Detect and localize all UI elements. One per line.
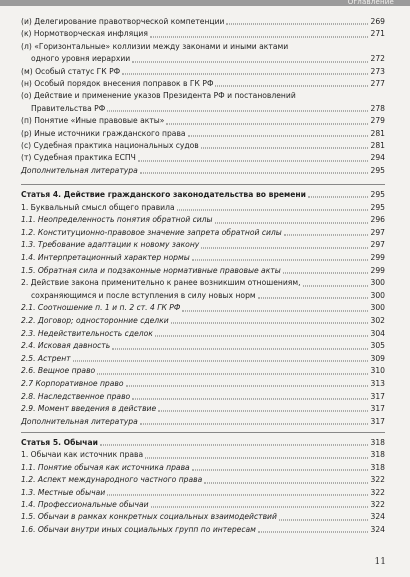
toc-entry-title: Дополнительная литература: [21, 165, 138, 175]
toc-entry-title: (т) Судебная практика ЕСПЧ: [21, 153, 136, 163]
toc-leader-dots: [138, 150, 368, 161]
toc-leader-dots: [308, 187, 368, 198]
toc-entry-page: 294: [370, 153, 385, 163]
toc-leader-dots: [177, 199, 368, 210]
toc-leader-dots: [192, 249, 368, 260]
toc-entry-page: 277: [370, 78, 385, 88]
toc-entry-title: 1.5. Обычаи в рамках конкретных социальных взаимодействий: [21, 512, 277, 522]
toc-entry-title: 2.7 Корпоративное право: [21, 378, 124, 388]
toc-entry-title: 2. Действие закона применительно к ранее возникшим отношениям,: [21, 278, 301, 288]
toc-entry-title: 2.1. Соотношение п. 1 и п. 2 ст. 4 ГК РФ: [21, 303, 181, 313]
toc-leader-dots: [258, 287, 368, 298]
toc-entry-title: 2.4. Исковая давность: [21, 341, 111, 351]
toc-entry-page: 310: [370, 366, 385, 376]
toc-leader-dots: [132, 51, 368, 62]
toc-entry-page: 302: [370, 315, 385, 325]
toc-entry-title: Статья 5. Обычаи: [21, 438, 98, 447]
toc-entry-title: (о) Действие и применение указов Президента РФ и постановлений: [21, 91, 296, 101]
toc-leader-dots: [171, 312, 368, 323]
toc-entry-page: 305: [370, 341, 385, 351]
toc-leader-dots: [126, 375, 368, 386]
toc-entry-title: 2.2. Договор; односторонние сделки: [21, 315, 169, 325]
toc-leader-dots: [166, 113, 368, 124]
toc-leader-dots: [151, 496, 368, 507]
toc-entry-page: 272: [370, 54, 385, 64]
toc-entry-page: 317: [370, 391, 385, 401]
toc-entry-page: 318: [370, 438, 385, 447]
toc-leader-dots: [158, 401, 368, 412]
toc-block-2: [21, 189, 385, 428]
toc-leader-dots: [155, 325, 368, 336]
toc-entry-page: 297: [370, 240, 385, 250]
toc-entry-page: 269: [370, 17, 385, 26]
toc-entry-title: 1.4. Интерпретационный характер нормы: [21, 252, 190, 262]
toc-leader-dots: [140, 413, 368, 424]
toc-leader-dots: [122, 63, 368, 74]
toc-entry-page: 297: [370, 227, 385, 237]
toc-entry-title: (м) Особый статус ГК РФ: [21, 66, 121, 76]
toc-entry-title: 1.4. Профессиональные обычаи: [21, 499, 149, 509]
toc-entry-title: (п) Понятие «Иные правовые акты»: [21, 116, 165, 126]
toc-leader-dots: [283, 262, 368, 273]
toc-entry-page: 281: [370, 140, 385, 150]
toc-entry: [21, 28, 385, 40]
toc-entry-page: 324: [370, 524, 385, 534]
toc-entry-page: 317: [370, 404, 385, 414]
toc-entry-page: 300: [370, 278, 385, 288]
toc-entry-page: 271: [370, 29, 385, 39]
toc-entry-page: 322: [370, 487, 385, 497]
running-header-label: Оглавление: [347, 0, 394, 6]
toc-entry-page: 295: [370, 165, 385, 175]
toc-leader-dots: [107, 100, 368, 111]
toc-entry-title: одного уровня иерархии: [31, 54, 131, 64]
toc-leader-dots: [112, 338, 368, 349]
toc-entry-title: Дополнительная литература: [21, 416, 138, 426]
toc-leader-dots: [284, 224, 368, 235]
toc-leader-dots: [258, 521, 368, 532]
toc-entry-title: Правительства РФ: [31, 103, 106, 113]
toc-entry-title: 2.6. Вещное право: [21, 366, 96, 376]
section-divider: [21, 184, 385, 185]
toc-entry-title: Статья 4. Действие гражданского законодательства во времени: [21, 190, 306, 199]
toc-entry: [21, 165, 385, 177]
toc-leader-dots: [215, 75, 368, 86]
toc-entry-title: (н) Особый порядок внесения поправок в ГК РФ: [21, 78, 214, 88]
toc-entry-title: (к) Нормотворческая инфляция: [21, 29, 148, 39]
toc-entry-title: 1.3. Требование адаптации к новому закону: [21, 240, 200, 250]
toc-leader-dots: [215, 212, 368, 223]
toc-entry-title: 1. Буквальный смысл общего правила: [21, 202, 175, 212]
toc-entry-page: 309: [370, 353, 385, 363]
toc-leader-dots: [132, 388, 368, 399]
toc-entry-page: 295: [370, 202, 385, 212]
toc-entry-page: 322: [370, 499, 385, 509]
toc-entry-title: 1.2. Аспект международного частного права: [21, 475, 203, 485]
toc-leader-dots: [204, 472, 368, 483]
toc-entry-page: 318: [370, 462, 385, 472]
toc-entry-page: 313: [370, 378, 385, 388]
toc-leader-dots: [226, 14, 368, 25]
toc-entry-page: 299: [370, 265, 385, 275]
toc-leader-dots: [150, 26, 368, 37]
toc-entry-title: 1.5. Обратная сила и подзаконные нормативные правовые акты: [21, 265, 281, 275]
toc-entry-page: 299: [370, 252, 385, 262]
toc-entry-title: 1.2. Конституционно-правовое значение запрета обратной силы: [21, 227, 282, 237]
toc-entry-title: 1.1. Неопределенность понятия обратной силы: [21, 215, 213, 225]
toc-entry-title: 1.6. Обычаи внутри иных социальных групп по интересам: [21, 524, 256, 534]
toc-entry-page: 296: [370, 215, 385, 225]
page-number: 11: [374, 557, 386, 567]
toc-leader-dots: [279, 509, 368, 520]
toc-entry: [21, 416, 385, 429]
toc-leader-dots: [201, 137, 368, 148]
toc-entry-page: 322: [370, 475, 385, 485]
toc-leader-dots: [140, 162, 368, 173]
section-divider: [21, 432, 385, 433]
toc-leader-dots: [107, 484, 368, 495]
toc-entry: [21, 78, 385, 90]
toc-leader-dots: [188, 125, 368, 136]
toc-entry-title: (р) Иные источники гражданского права: [21, 128, 186, 138]
toc-leader-dots: [73, 350, 368, 361]
toc-entry-page: 318: [370, 450, 385, 460]
running-header: [0, 0, 410, 6]
toc-entry-title: (и) Делегирование правотворческой компетенции: [21, 17, 225, 26]
toc-leader-dots: [182, 300, 368, 311]
toc-leader-dots: [145, 447, 368, 458]
toc-leader-dots: [201, 237, 368, 248]
toc-block-3: [21, 437, 385, 536]
toc-entry-page: 317: [370, 416, 385, 426]
toc-entry-title: 2.5. Астрент: [21, 353, 71, 363]
toc-entry-title: (л) «Горизонтальные» коллизии между законами и иными актами: [21, 41, 289, 51]
toc-entry-page: 279: [370, 116, 385, 126]
toc-entry-page: 278: [370, 103, 385, 113]
toc-entry-title: 2.3. Недействительность сделок: [21, 328, 153, 338]
toc-entry-page: 304: [370, 328, 385, 338]
toc-block-1: [21, 16, 385, 177]
toc-entry: [21, 524, 385, 536]
toc-entry-title: сохраняющимся и после вступления в силу новых норм: [31, 290, 256, 300]
toc-leader-dots: [100, 435, 368, 446]
toc-entry-page: 300: [370, 303, 385, 313]
toc-entry-page: 300: [370, 290, 385, 300]
toc-entry-title: 2.8. Наследственное право: [21, 391, 131, 401]
toc-entry-title: (с) Судебная практика национальных судов: [21, 140, 199, 150]
toc-leader-dots: [192, 459, 368, 470]
toc-leader-dots: [97, 363, 368, 374]
toc-entry-page: 273: [370, 66, 385, 76]
toc-entry-page: 295: [370, 190, 385, 199]
toc-entry-page: 324: [370, 512, 385, 522]
toc-leader-dots: [303, 275, 368, 286]
toc-entry-page: 281: [370, 128, 385, 138]
toc-entry-title: 1. Обычаи как источник права: [21, 450, 144, 460]
toc-entry-title: 1.1. Понятие обычая как источника права: [21, 462, 190, 472]
toc-entry-title: 2.9. Момент введения в действие: [21, 404, 157, 414]
toc-entry-title: 1.3. Местные обычаи: [21, 487, 106, 497]
